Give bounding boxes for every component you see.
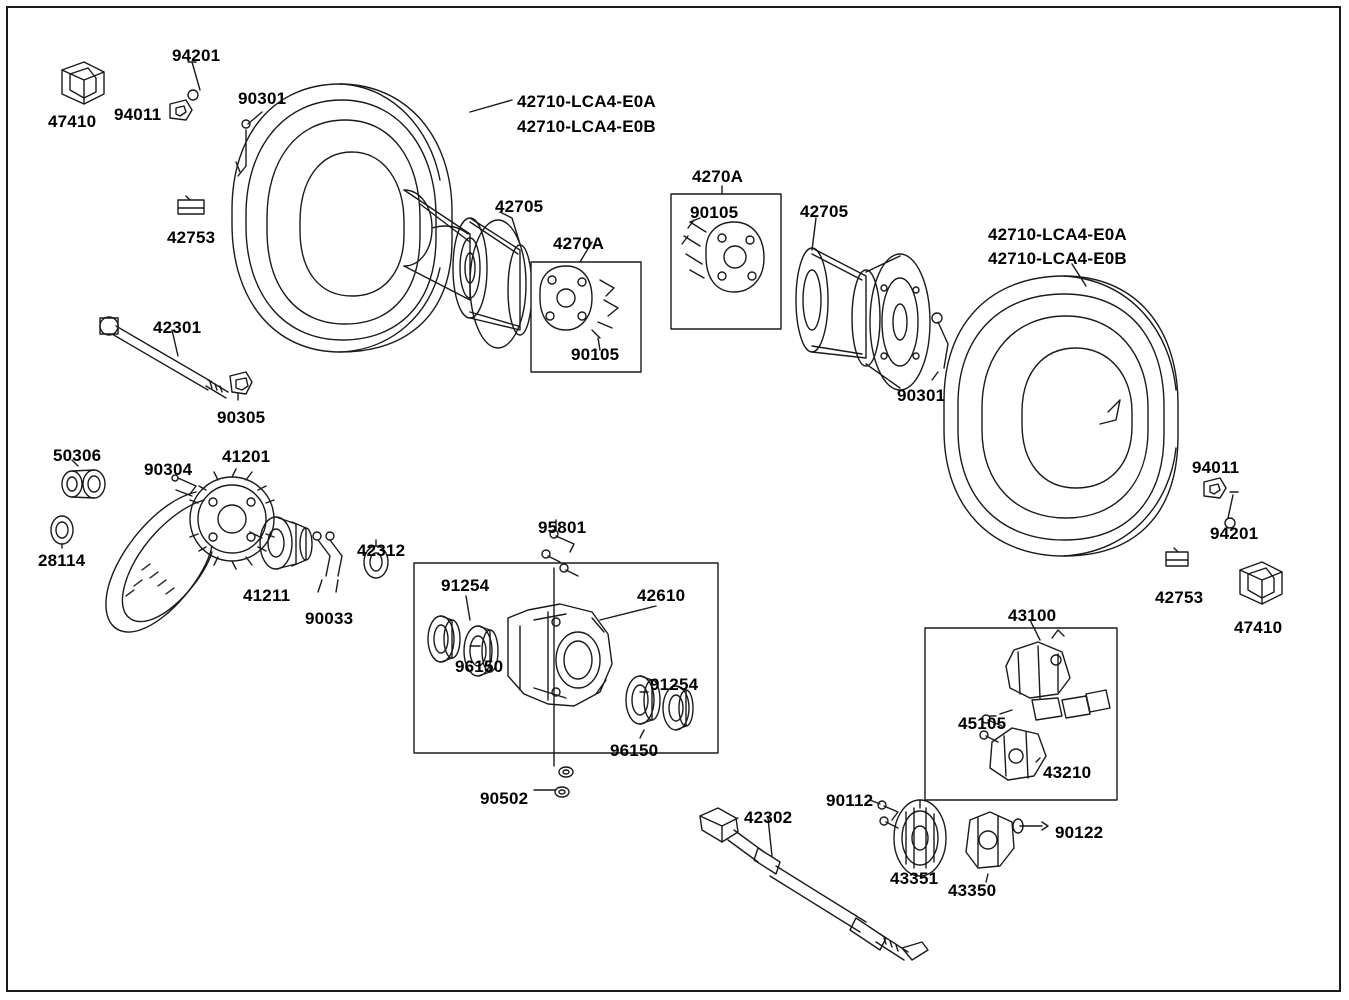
part-label-43351: 43351: [890, 869, 939, 888]
part-label-50306: 50306: [53, 446, 102, 465]
part-label-42753-left: 42753: [167, 228, 216, 247]
part-47410-left: [62, 62, 104, 104]
part-label-94201-right: 94201: [1210, 524, 1259, 543]
part-label-47410-right: 47410: [1234, 618, 1283, 637]
part-94201-left: [188, 62, 200, 100]
leader-42705-right: [812, 218, 816, 250]
part-label-90112: 90112: [826, 791, 874, 810]
part-label-91254-left: 91254: [441, 576, 490, 595]
part-label-47410-left: 47410: [48, 112, 97, 131]
part-label-42753-right: 42753: [1155, 588, 1204, 607]
part-label-42301: 42301: [153, 318, 202, 337]
part-label-41211: 41211: [243, 586, 291, 605]
part-label-43350: 43350: [948, 881, 997, 900]
part-label-4270A-right: 4270A: [692, 167, 744, 186]
part-label-90305: 90305: [217, 408, 266, 427]
part-label-43210: 43210: [1043, 763, 1092, 782]
part-label-90105-right: 90105: [690, 203, 739, 222]
part-41211-hub: [250, 517, 312, 569]
part-label-42710-e0a-left: 42710-LCA4-E0A: [517, 92, 656, 111]
part-42753-right: [1166, 548, 1188, 566]
part-label-90033: 90033: [305, 609, 354, 628]
part-label-42705-right: 42705: [800, 202, 849, 221]
part-label-94201-left: 94201: [172, 46, 221, 65]
part-label-45105: 45105: [958, 714, 1007, 733]
part-label-96150-left: 96150: [455, 657, 504, 676]
part-label-91254-right: 91254: [650, 675, 699, 694]
part-label-42710-e0b-left: 42710-LCA4-E0B: [517, 117, 656, 136]
part-28114: [51, 516, 73, 548]
part-label-90301-right: 90301: [897, 386, 946, 405]
part-47410-right: [1240, 562, 1282, 604]
part-90301-right: [932, 313, 948, 380]
part-94011-left: [170, 100, 192, 120]
part-label-94011-left: 94011: [114, 105, 162, 124]
part-90112: [870, 800, 898, 828]
part-label-42610: 42610: [637, 586, 686, 605]
part-label-4270A-left: 4270A: [553, 234, 605, 253]
part-label-90502: 90502: [480, 789, 529, 808]
left-tire: [232, 84, 452, 352]
part-label-94011-right: 94011: [1192, 458, 1240, 477]
part-label-96150-right: 96150: [610, 741, 659, 760]
part-90033: [313, 532, 342, 592]
part-label-95801: 95801: [538, 518, 587, 537]
part-94201-right: [1225, 492, 1238, 528]
part-label-43100: 43100: [1008, 606, 1057, 625]
part-label-90301-left: 90301: [238, 89, 287, 108]
part-94011-right: [1204, 478, 1226, 498]
part-label-42302: 42302: [744, 808, 793, 827]
part-43350-housing: [966, 812, 1014, 882]
part-label-42312: 42312: [357, 541, 406, 560]
part-90122: [1013, 819, 1048, 833]
part-label-28114: 28114: [38, 551, 86, 570]
part-label-42710-e0a-right: 42710-LCA4-E0A: [988, 225, 1127, 244]
right-wheel-rim: [796, 248, 930, 390]
part-label-90105-left: 90105: [571, 345, 620, 364]
part-42753-left: [178, 196, 204, 214]
right-tire: [944, 276, 1178, 556]
part-chain: [106, 492, 212, 632]
part-label-41201: 41201: [222, 447, 271, 466]
part-label-90122: 90122: [1055, 823, 1104, 842]
part-label-90304: 90304: [144, 460, 193, 479]
part-label-42710-e0b-right: 42710-LCA4-E0B: [988, 249, 1127, 268]
part-90305-nut: [230, 372, 252, 400]
part-label-42705-left: 42705: [495, 197, 544, 216]
part-43351-disc: [894, 800, 946, 876]
